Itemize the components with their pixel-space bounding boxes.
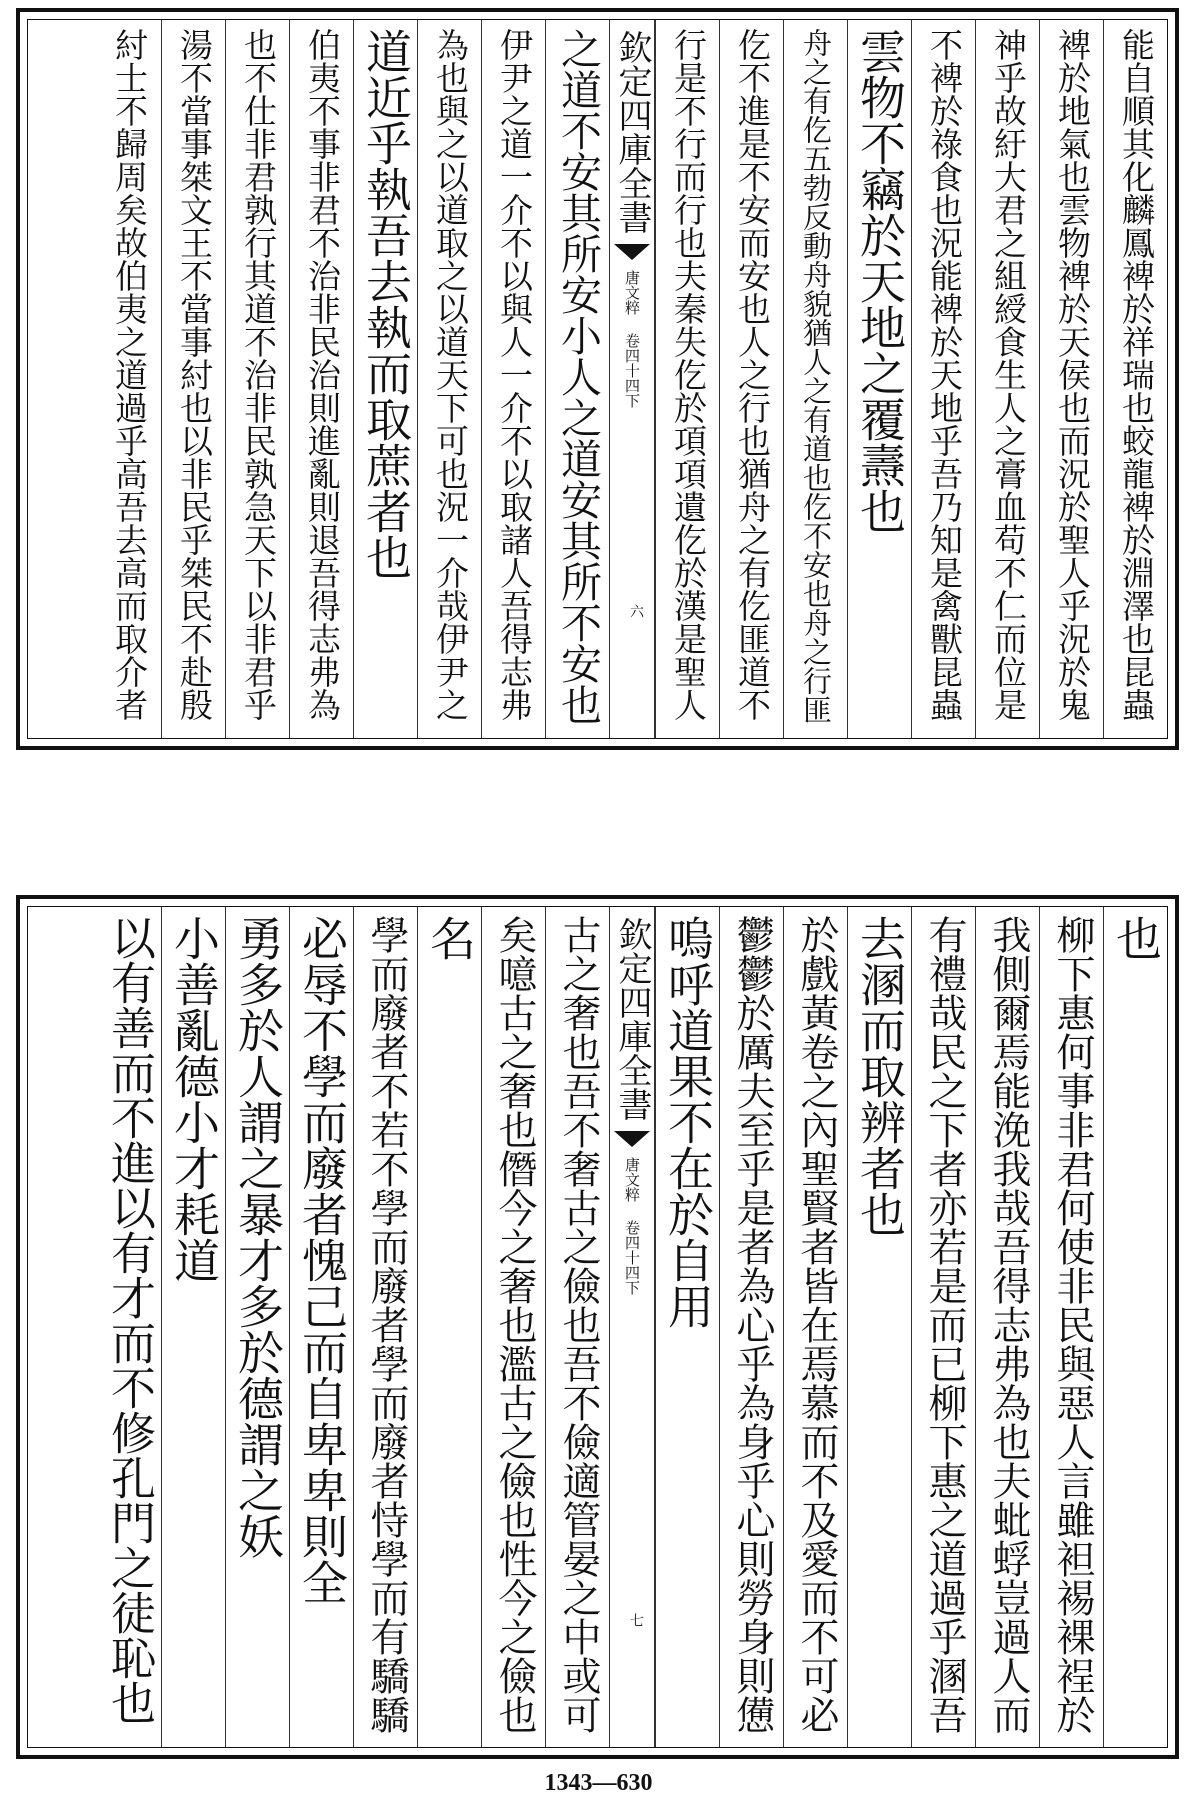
text-column	[655, 907, 719, 1747]
center-volume-info: 唐文粹 卷四十四下	[623, 1157, 641, 1295]
column-text: 湯不當事桀文王不當事紂也以非民乎桀民不赴殷	[175, 28, 214, 721]
column-text: 為也與之以道取之以道天下可也況一介哉伊尹之	[431, 28, 470, 721]
text-column	[97, 20, 161, 738]
column-text: 行是不行而行也夫秦失仡於項項遺仡於漢是聖人	[669, 28, 708, 721]
column-text: 我側爾焉能浼我哉吾得志弗為也夫蚍蜉豈過人而	[986, 915, 1031, 1734]
center-page-number: 六	[628, 604, 644, 618]
text-column	[847, 20, 911, 738]
column-text: 也	[1109, 915, 1163, 961]
column-text: 嗚呼道果不在於自用	[661, 915, 715, 1329]
column-text: 也不仕非君孰行其道不治非民孰急天下以非君乎	[239, 28, 278, 721]
column-text: 道近乎執吾去執而取蔗者也	[359, 28, 413, 580]
text-column	[545, 20, 609, 738]
center-gutter	[609, 20, 655, 738]
text-column	[225, 20, 289, 738]
center-page-number: 七	[628, 1613, 644, 1627]
text-column	[975, 907, 1039, 1747]
text-column	[911, 907, 975, 1747]
column-text: 能自順其化麟鳳裨於祥瑞也蛟龍裨於淵澤也昆蟲	[1117, 28, 1156, 721]
column-text: 舟之有仡五勃反動舟貌猶人之有道也仡不安也舟之行匪	[799, 28, 833, 724]
text-column	[353, 907, 417, 1747]
column-text: 仡不進是不安而安也人之行也猶舟之有仡匪道不	[733, 28, 772, 721]
top-page-frame	[27, 19, 1168, 739]
text-column	[1103, 20, 1167, 738]
text-column	[161, 907, 225, 1747]
text-column	[97, 907, 161, 1747]
text-column	[1039, 20, 1103, 738]
column-text: 鬱鬱於厲夫至乎是者為心乎為身乎心則勞身則憊	[730, 915, 775, 1734]
bottom-page	[16, 895, 1179, 1759]
text-column	[1103, 907, 1167, 1747]
text-column	[655, 20, 719, 738]
column-text: 必辱不學而廢者愧己而自卑卑則全	[295, 915, 349, 1605]
text-column	[417, 907, 481, 1747]
column-text: 雲物不竊於天地之覆燾也	[853, 28, 907, 534]
bottom-page-frame	[27, 906, 1168, 1748]
text-column	[719, 20, 783, 738]
column-text: 以有善而不進以有才而不修孔門之徒恥也	[103, 915, 156, 1725]
column-text: 去溷而取辨者也	[853, 915, 907, 1237]
column-text: 勇多於人謂之暴才多於德謂之妖	[231, 915, 285, 1559]
fish-tail-mark	[614, 1131, 650, 1147]
column-text: 不裨於祿食也況能裨於天地乎吾乃知是禽獸昆蟲	[925, 28, 964, 721]
text-column	[847, 907, 911, 1747]
text-column	[289, 20, 353, 738]
text-column	[225, 907, 289, 1747]
column-text: 矣噫古之奢也僭今之奢也濫古之儉也性今之儉也	[492, 915, 537, 1734]
text-column	[417, 20, 481, 738]
text-column	[481, 907, 545, 1747]
center-title: 欽定四庫全書	[612, 917, 652, 1121]
text-column	[353, 20, 417, 738]
text-column	[289, 907, 353, 1747]
center-title: 欽定四庫全書	[612, 30, 652, 234]
column-text: 裨於地氣也雲物裨於天侯也而況於聖人乎況於鬼	[1053, 28, 1092, 721]
center-gutter	[609, 907, 655, 1747]
column-text: 紂士不歸周矣故伯夷之道過乎高吾去高而取介者	[110, 28, 149, 721]
fish-tail-mark	[614, 244, 650, 260]
column-text: 於戲黃卷之內聖賢者皆在焉慕而不及愛而不可必	[794, 915, 839, 1734]
text-column	[481, 20, 545, 738]
top-page	[16, 8, 1179, 750]
column-text: 小善亂德小才耗道	[167, 915, 221, 1283]
text-column	[783, 907, 847, 1747]
text-column	[719, 907, 783, 1747]
text-column	[161, 20, 225, 738]
text-column	[975, 20, 1039, 738]
column-text: 學而廢者不若不學而廢者學而廢者恃學而有驕驕	[364, 915, 409, 1734]
column-text: 神乎故紆大君之組綬食生人之膏血苟不仁而位是	[989, 28, 1028, 721]
footer-page-number: 1343—630	[544, 1770, 653, 1796]
column-text: 柳下惠何事非君何使非民與惡人言雖袒裼裸裎於	[1050, 915, 1095, 1734]
text-column	[545, 907, 609, 1747]
column-text: 有禮哉民之下者亦若是而已柳下惠之道過乎溷吾	[922, 915, 967, 1734]
text-column	[1039, 907, 1103, 1747]
column-text: 古之奢也吾不奢古之儉也吾不儉適管晏之中或可	[556, 915, 601, 1734]
text-column	[783, 20, 847, 738]
column-text: 伊尹之道一介不以與人一介不以取諸人吾得志弗	[495, 28, 534, 721]
center-volume-info: 唐文粹 卷四十四下	[623, 270, 641, 408]
text-column	[911, 20, 975, 738]
column-text: 名	[423, 915, 477, 961]
column-text: 之道不安其所安小人之道安其所不安也	[554, 28, 602, 725]
column-text: 伯夷不事非君不治非民治則進亂則退吾得志弗為	[303, 28, 342, 721]
